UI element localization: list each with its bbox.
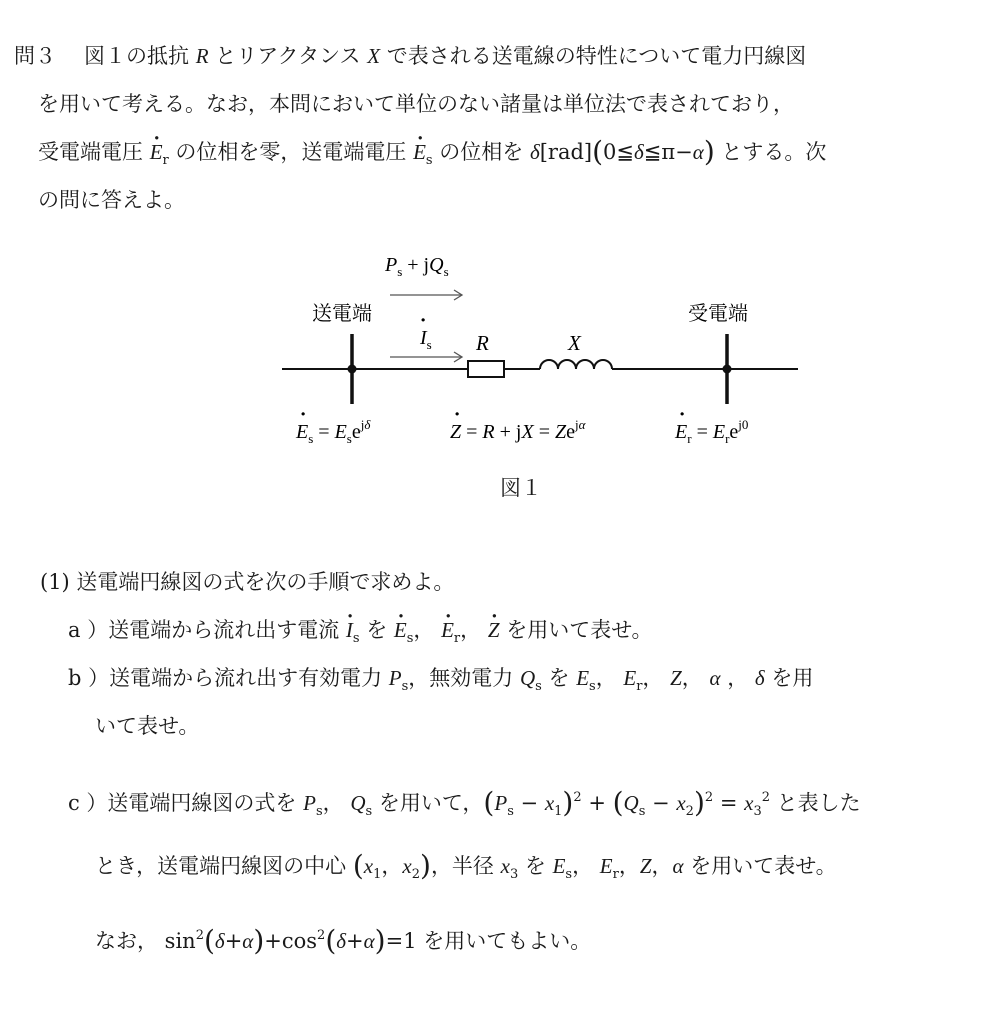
circuit-figure xyxy=(270,240,810,470)
q1-b-line1: b ）送電端から流れ出す有効電力 $P_s$，無効電力 $Q_s$ を $E_s$， $E_r$， Z， α ， δ を用 xyxy=(68,666,814,694)
problem-number: 問３ xyxy=(14,44,56,68)
power-arrow xyxy=(390,290,462,300)
z-equation: Z = R + jX = $Ze^j\alpha$ xyxy=(450,417,586,443)
problem-line-4: の問に答えよ。 xyxy=(38,188,185,212)
figure-caption: 図１ xyxy=(500,476,542,500)
inductor-symbol xyxy=(540,360,612,369)
intro-line-1-text: 図１の抵抗 R とリアクタンス X で表される送電線の特性について電力円線図 xyxy=(84,44,807,68)
svg-text:·: · xyxy=(454,404,461,425)
es-equation: $E_s = E_se^j\delta$ xyxy=(296,417,371,446)
reactance-label: X xyxy=(568,331,581,355)
er-equation: $E_r = E_re^{j0}$ xyxy=(675,417,749,446)
q1-c-line3: なお， $\sin^2(\delta+\alpha)+\cos^2(\delta+\alpha)=1$ を用いてもよい。 xyxy=(95,924,592,957)
q1-b-line2: いて表せ。 xyxy=(95,714,200,738)
resistor-label: R xyxy=(476,331,489,355)
sending-node xyxy=(348,365,357,374)
resistor-symbol xyxy=(468,361,504,377)
svg-text:·: · xyxy=(679,404,686,425)
q1-a: a ）送電端から流れ出す電流 · $I_s$ を · $E_s$， · $E_r$， · Z を用いて表せ。 xyxy=(68,616,653,653)
q1-c-line2: とき，送電端円線図の中心 ($x_1$，$x_2$)，半径 $x_3$ を $E_s$， $E_r$，Z，α を用いて表せ。 xyxy=(95,849,837,882)
problem-line-1 xyxy=(14,42,806,70)
problem-line-3: 受電端電圧 · $E_r$ の位相を零，送電端電圧 · $E_s$ の位相を δ[rad](0≦δ≦π−α) とする。次 xyxy=(38,138,826,175)
svg-text:·: · xyxy=(420,310,427,331)
current-arrow xyxy=(390,352,462,362)
current-label: $I_s$ xyxy=(420,327,432,352)
receiving-end-label: 受電端 xyxy=(688,301,748,325)
power-label: $P_s + jQ_s$ xyxy=(385,254,449,279)
q1-header: (1) 送電端円線図の式を次の手順で求めよ。 xyxy=(40,570,455,594)
svg-text:·: · xyxy=(300,404,307,425)
sending-end-label: 送電端 xyxy=(312,301,372,325)
problem-line-2: を用いて考える。なお，本問において単位のない諸量は単位法で表されており， xyxy=(38,92,794,116)
q1-c-line1: c ）送電端円線図の式を $P_s$， $Q_s$ を用いて，$(P_s - x_1)^2 + (Q_s - x_2)^2 = x_3^2$ と表した xyxy=(68,786,861,819)
receiving-node xyxy=(723,365,732,374)
